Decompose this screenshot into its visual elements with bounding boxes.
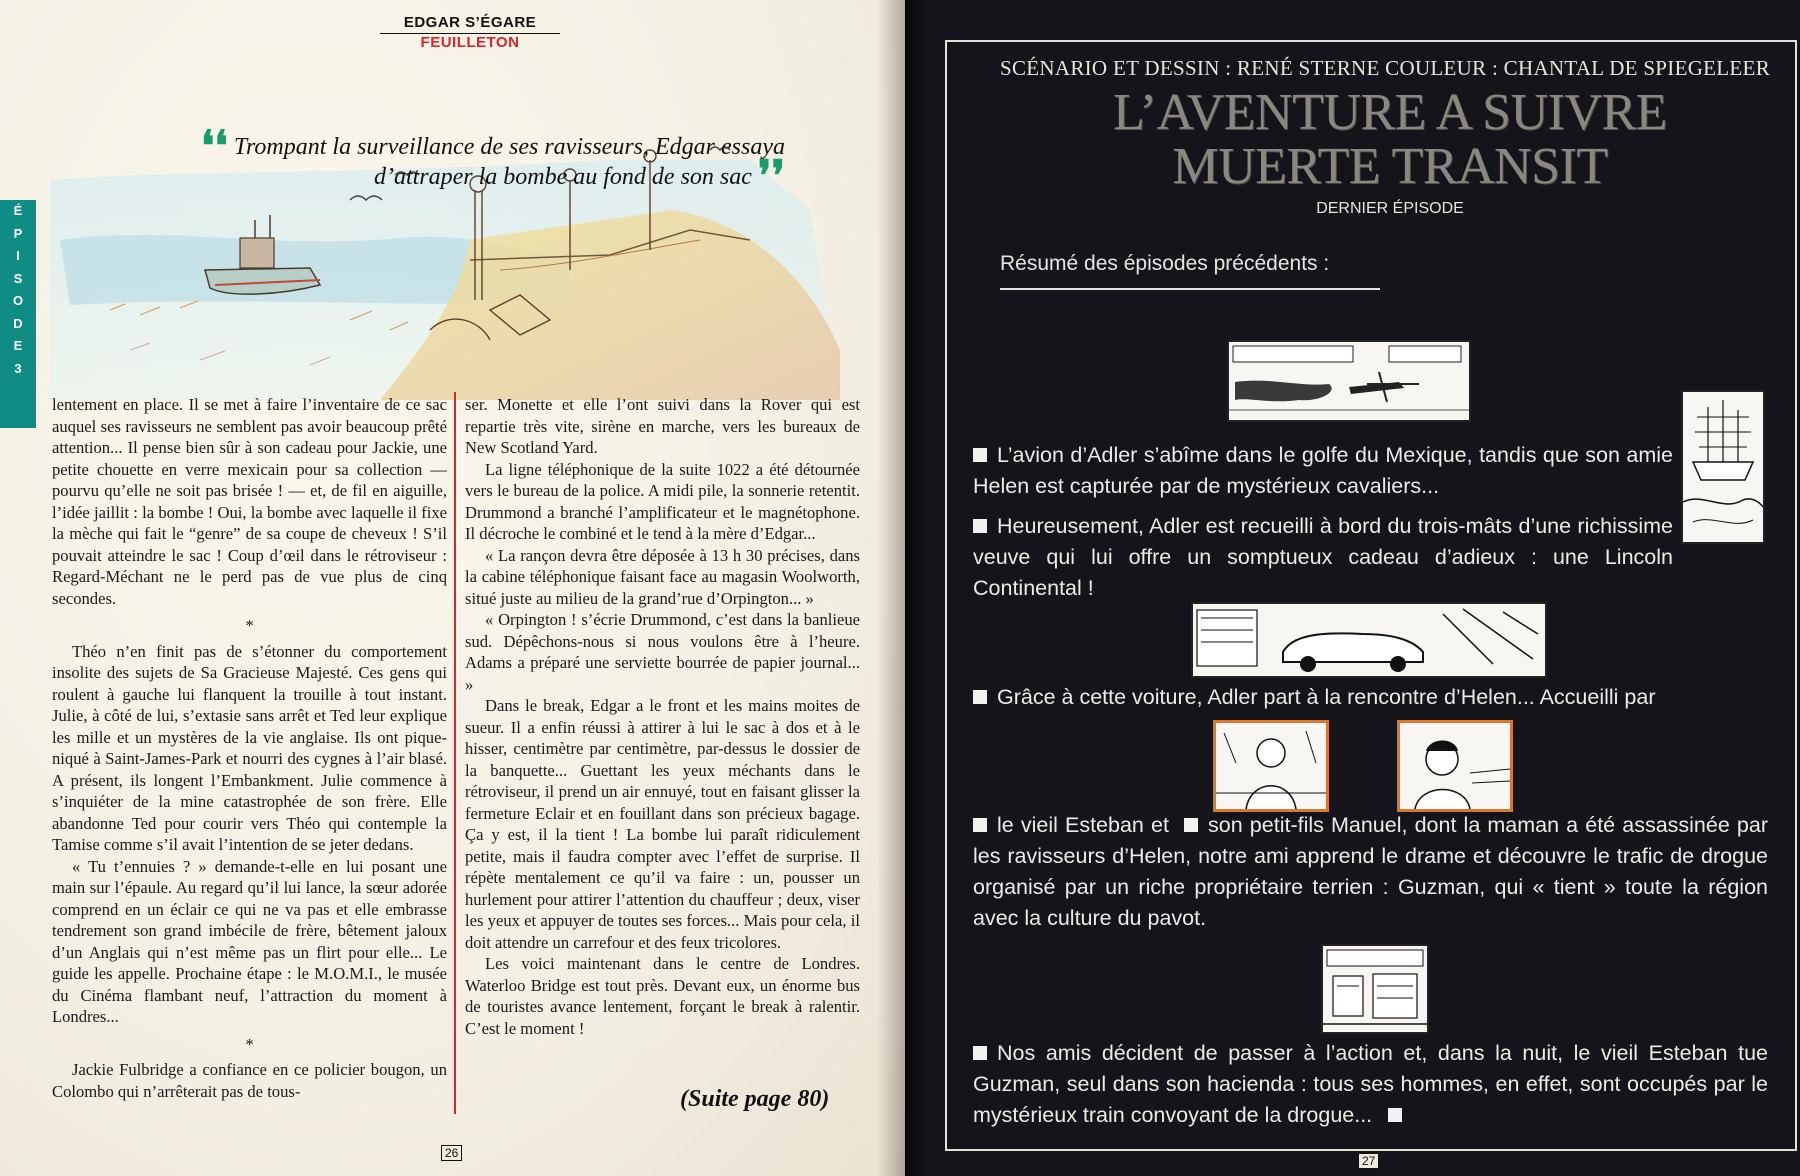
- summary-text: L’avion d’Adler s’abîme dans le golfe du Mexique, tandis que son amie Helen est capturée par de mystérieux cavaliers...: [973, 443, 1673, 498]
- right-page: [905, 0, 1800, 1176]
- episode-tab: [0, 200, 36, 428]
- comic-title-line-1: L’AVENTURE A SUIVRE: [1113, 84, 1667, 141]
- bullet-square: [1184, 818, 1198, 832]
- summary-text: son petit-fils Manuel, dont la maman a été assassinée par les ravisseurs d’Helen, notre ami apprend le drame et découvre le trafic de drogue organisé par un riche propriétaire terrien : Guzman, qui « tient » toute la région avec la culture du pavot.: [973, 813, 1768, 930]
- quote-open-mark: ❛❛: [200, 124, 228, 170]
- page-header: [380, 14, 560, 51]
- section-label: FEUILLETON: [420, 34, 520, 51]
- comic-panel-esteban: [1213, 720, 1329, 812]
- comic-panel-manuel: [1397, 720, 1513, 812]
- episode-tab-letter: E: [13, 338, 23, 353]
- bullet-square: [973, 818, 987, 832]
- summary-text: Nos amis décident de passer à l’action et, dans la nuit, le vieil Esteban tue Guzman, seul dans son hacienda : tous ses hommes, en effet, sont occupés par le mystérieux train convoyant de la drogue...: [973, 1041, 1768, 1127]
- paragraph: « La rançon devra être déposée à 13 h 30 précises, dans la cabine téléphonique faisant face au magasin Woolworth, situé juste au milieu de la grand’rue d’Orpington... »: [465, 545, 860, 608]
- page-number: 26: [441, 1145, 462, 1161]
- page-number: 27: [1358, 1153, 1379, 1169]
- paragraph: Les voici maintenant dans le centre de Londres. Waterloo Bridge est tout près. Devant eux, un énorme bus de touristes avance lentement, forçant le break à ralentir. C’est le moment !: [465, 954, 860, 1038]
- episode-subtitle: DERNIER ÉPISODE: [1316, 200, 1464, 217]
- summary-paragraph-4: [973, 810, 1768, 934]
- episode-tab-letter: S: [13, 270, 23, 286]
- text-column-1: [52, 394, 447, 1102]
- page-gutter-shadow: [877, 0, 905, 1176]
- comic-title: [965, 86, 1800, 194]
- credits: SCÉNARIO ET DESSIN : RENÉ STERNE COULEUR : CHANTAL DE SPIEGELEER: [999, 56, 1770, 80]
- summary-text: Grâce à cette voiture, Adler part à la rencontre d’Helen... Accueilli par: [997, 685, 1656, 709]
- episode-tab-letter: O: [12, 293, 24, 308]
- column-divider: [454, 392, 456, 1114]
- comic-title-line-2: MUERTE TRANSIT: [1172, 138, 1608, 195]
- summary-paragraph-1: [973, 440, 1673, 502]
- pull-quote: [125, 124, 785, 200]
- episode-tab-letter: P: [13, 225, 23, 241]
- bullet-square: [973, 448, 987, 462]
- paragraph: « Tu t’ennuies ? » demande-t-elle en lui posant une main sur l’épaule. Au regard qu’il lui lance, la sœur adorée comprend en un éclair ce qui ne va pas et elle embrasse tendrement son grand imbécile de frère, bêtement jaloux d’un Anglais qui n’est même pas un flirt pour elle... Le guide les appelle. Prochaine étape : le M.O.M.I., le musée du Cinéma flambant neuf, l’attraction du moment à Londres...: [52, 856, 447, 1026]
- episode-tab-letter: É: [13, 203, 23, 218]
- episode-tab-letter: I: [16, 248, 20, 263]
- summary-paragraph-2: [973, 511, 1673, 604]
- summary-text: Heureusement, Adler est recueilli à bord du trois-mâts d’une richissime veuve qui lui offre un somptueux cadeau d’adieux : une Lincoln Continental !: [973, 514, 1673, 600]
- text-column-2: [465, 394, 860, 1039]
- episode-tab-number: 3: [14, 360, 22, 376]
- paragraph: La ligne téléphonique de la suite 1022 a été détournée vers le bureau de la police. A midi pile, la sonnerie retentit. Drummond a branché l’amplificateur et le magnétophone. Il décroche le combiné et le tend à la mère d’Edgar...: [465, 459, 860, 543]
- end-bullet-square: [1388, 1108, 1402, 1122]
- pull-quote-text: Trompant la surveillance de ses ravisseurs, Edgar essaya d’attraper la bombe au fond de son sac: [233, 134, 785, 190]
- summary-text: le vieil Esteban et: [997, 813, 1169, 837]
- summary-underline: [1000, 288, 1380, 290]
- section-separator: *: [245, 616, 254, 635]
- continued-note: (Suite page 80): [680, 1086, 830, 1112]
- episode-tab-letter: D: [13, 315, 23, 331]
- paragraph: Jackie Fulbridge a confiance en ce policier bougon, un Colombo qui n’arrêterait pas de tous-: [52, 1060, 447, 1101]
- summary-paragraph-5: [973, 1038, 1768, 1131]
- section-separator: *: [245, 1034, 254, 1054]
- paragraph: Théo n’en finit pas de s’étonner du comportement insolite des sujets de Sa Gracieuse Majesté. Ces gens qui roulent à gauche lui flanquent la trouille à tout instant. Julie, à côté de lui, s’extasie sans arrêt et Ted leur explique les mille et un mystères de la vie anglaise. Ils ont pique-niqué à Saint-James-Park et nourri des cygnes à l’air blasé. A présent, ils longent l’Embankment. Julie commence à s’inquiéter de la mine catastrophée de son frère. Elle abandonne Ted pour courir vers Théo qui contemple la Tamise comme s’il avait l’intention de se jeter dedans.: [52, 641, 447, 854]
- summary-paragraph-3: [973, 682, 1783, 713]
- quote-close-mark: ❜❜: [757, 154, 785, 200]
- paragraph: Dans le break, Edgar a le front et les mains moites de sueur. Il a enfin réussi à attirer à lui le sac à dos et à le hisser, centimètre par centimètre, par-dessus le dossier de la banquette... Guettant les yeux méchants dans le rétroviseur, il prend un air ennuyé, tout en faisant glisser la fermeture Eclair et en fouillant dans son précieux bagage. Ça y est, il la tient ! La bombe lui paraît ridiculement petite, mais il faudra compter avec l’effet de surprise. Il répète mentalement ce qu’il va faire : un, pousser un hurlement pour attirer l’attention du chauffeur ; deux, viser les yeux et appuyer de toutes ses forces... Mais pour cela, il doit attendre un carrefour et des feux tricolores.: [465, 696, 860, 952]
- comic-panel-car: [1191, 602, 1547, 678]
- bullet-square: [973, 519, 987, 533]
- paragraph: ser. Monette et elle l’ont suivi dans la Rover qui est repartie très vite, sirène en marche, vers les bureaux de New Scotland Yard.: [465, 395, 860, 457]
- comic-panel-train: [1321, 944, 1429, 1034]
- series-title: EDGAR S’ÉGARE: [380, 14, 560, 34]
- bullet-square: [973, 690, 987, 704]
- summary-heading: Résumé des épisodes précédents :: [1000, 252, 1330, 275]
- comic-panel-ship: [1681, 390, 1765, 544]
- comic-panel-airplane: [1227, 340, 1471, 422]
- paragraph: lentement en place. Il se met à faire l’inventaire de ce sac auquel ses ravisseurs ne semblent pas avoir beaucoup prêté attention... Il pense bien sûr à son cadeau pour Jackie, une petite chouette en verre mexicain pour sa collection — pourvu qu’elle ne soit pas brisée ! — et, de fil en aiguille, l’idée jaillit : la bombe ! Oui, la bombe avec laquelle il fixe la mèche qui fait le “genre” de sa coupe de cheveux ! S’il pouvait atteindre le sac ! Coup d’œil dans le rétroviseur : Regard-Méchant ne le perd pas de vue plus de cinq secondes.: [52, 395, 447, 608]
- bullet-square: [973, 1046, 987, 1060]
- paragraph: « Orpington ! s’écrie Drummond, c’est dans la banlieue sud. Dépêchons-nous si nous voulons être à l’heure. Adams a préparé une serviette bourrée de papier journal... »: [465, 610, 860, 694]
- page-gutter-shadow: [905, 0, 927, 1176]
